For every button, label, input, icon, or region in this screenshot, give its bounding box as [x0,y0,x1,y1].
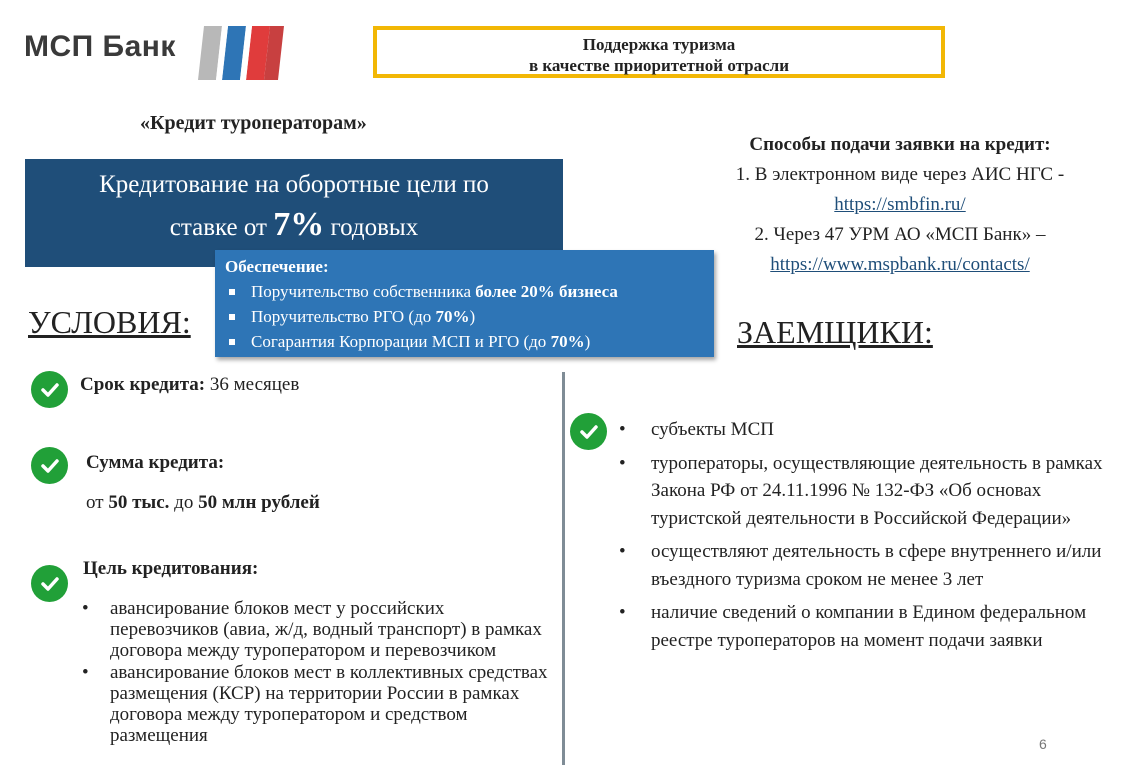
security-item-after: ) [584,332,591,351]
header-line1: Поддержка туризма [582,35,736,54]
borrowers-list [619,416,1119,660]
amount-label: Сумма кредита: [86,452,225,473]
product-title: «Кредит туроператорам» [140,112,367,134]
goal-list [82,598,552,747]
borrower-item-text: туроператоры, осуществляющие деятельность в рамках Закона РФ от 24.11.1996 № 132-ФЗ «Об основах туристской деятельности в Российской Федерации» [651,452,1103,529]
security-box [215,250,714,357]
list-item [82,598,552,661]
security-item-after: ) [469,307,476,326]
apply-methods [690,130,1110,280]
list-item [82,662,552,746]
check-icon [31,447,68,484]
check-icon [31,371,68,408]
term-row [80,374,299,396]
borrower-item-text: наличие сведений о компании в Едином федеральном реестре туроператоров на момент подачи заявки [651,602,1087,651]
list-item [619,599,1119,654]
bullet-icon: • [82,662,89,683]
bullet-icon: • [619,452,626,474]
security-item-bold: 70% [550,332,585,351]
smbfin-link[interactable]: https://smbfin.ru/ [834,194,966,215]
term-label: Срок кредита: [80,374,206,395]
borrower-item-text: субъекты МСП [651,419,774,440]
term-value: 36 месяцев [205,374,300,395]
rate-suffix: годовых [330,214,419,241]
security-title: Обеспечение: [225,257,329,276]
conditions-heading: УСЛОВИЯ: [28,304,191,340]
security-item-text: Согарантия Корпорации МСП и РГО (до [251,332,551,351]
logo-text: МСП Банк [24,30,176,63]
header-line2: в качестве приоритетной отрасли [528,56,790,75]
goal-item-text: авансирование блоков мест в коллективных средствах размещения (КСР) на территории России в рамках договора между туроператором и средством размещения [110,662,548,746]
rate-line1: Кредитование на оборотные цели по [99,171,489,198]
square-bullet-icon [229,339,235,345]
apply-item-2: 2. Через 47 УРМ АО «МСП Банк» – [754,224,1046,245]
square-bullet-icon [229,289,235,295]
goal-item-text: авансирование блоков мест у российских перевозчиков (авиа, ж/д, водный транспорт) в рамках договора между туроператором и перевозчиком [110,598,542,661]
check-icon [31,565,68,602]
security-item-text: Поручительство собственника [251,282,476,301]
logo-mark-icon [198,26,286,85]
goal-label: Цель кредитования: [83,558,259,579]
column-divider [562,372,565,765]
borrowers-heading: ЗАЕМЩИКИ: [737,314,933,350]
security-item-bold: 70% [435,307,470,326]
list-item [619,416,1119,444]
security-list [225,279,704,354]
amount-mid: до [169,492,199,513]
bullet-icon: • [619,602,626,623]
bullet-icon: • [619,541,626,562]
page-number: 6 [1039,736,1047,752]
apply-item-1: 1. В электронном виде через АИС НГС - [735,164,1065,185]
amount-row [86,492,320,514]
list-item [619,450,1119,533]
header-box [373,26,945,78]
mspbank-contacts-link[interactable]: https://www.mspbank.ru/contacts/ [770,254,1030,275]
rate-prefix: ставке от [169,214,267,241]
security-item-text: Поручительство РГО (до [251,307,436,326]
amount-from: от [86,492,109,513]
security-item [225,329,704,354]
check-icon [570,413,607,450]
bullet-icon: • [82,598,89,619]
apply-title: Способы подачи заявки на кредит: [749,134,1051,155]
square-bullet-icon [229,314,235,320]
security-item [225,304,704,329]
list-item [619,538,1119,593]
security-item [225,279,704,304]
amount-max: 50 млн рублей [198,492,320,513]
amount-min: 50 тыс. [108,492,170,513]
security-item-bold: более 20% бизнеса [475,282,618,301]
borrower-item-text: осуществляют деятельность в сфере внутреннего и/или въездного туризма сроком не менее 3 лет [651,541,1102,590]
rate-line2 [25,205,563,248]
bullet-icon: • [619,419,626,440]
rate-value: 7% [273,206,325,243]
